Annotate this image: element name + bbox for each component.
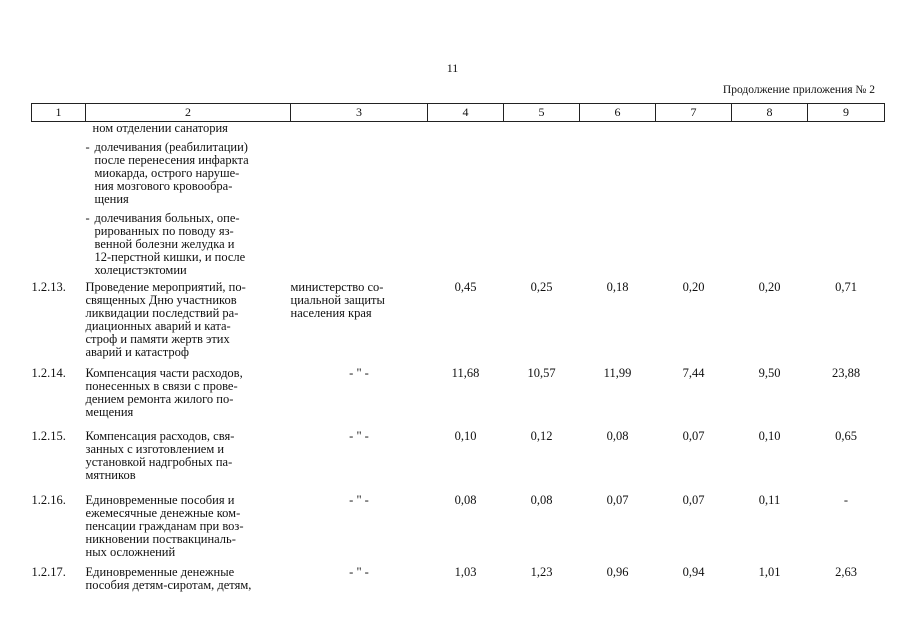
continuation-label: Продолжение приложения № 2: [722, 84, 875, 96]
text-line: мещения: [85, 405, 134, 419]
text-line: понесенных в связи с прове-: [85, 379, 238, 393]
value-cell: 0,08: [454, 493, 477, 507]
column-number: 1: [32, 104, 86, 122]
value-cell: 0,94: [682, 565, 705, 579]
row-executor-ditto: - " -: [349, 429, 369, 443]
text-line: ежемесячные денежные ком-: [85, 506, 241, 520]
value-cell: 0,07: [682, 429, 705, 443]
text-line: Компенсация части расходов,: [85, 366, 243, 380]
table-row: [32, 364, 885, 430]
value-cell: 0,10: [758, 429, 781, 443]
text-line: Единовременные пособия и: [85, 493, 235, 507]
value-cell: 2,63: [835, 565, 857, 579]
text-line: дением ремонта жилого по-: [85, 392, 234, 406]
row-executor-ditto: - " -: [349, 565, 369, 579]
value-cell: 11,68: [451, 366, 480, 380]
value-cell: 7,44: [682, 366, 705, 380]
column-number: 4: [428, 104, 504, 122]
row-number-empty: [32, 122, 86, 278]
text-line: холецистэктомии: [94, 263, 187, 277]
value-cell: 0,07: [682, 493, 705, 507]
list-dash: -: [85, 211, 90, 225]
text-line: пособия детям-сиротам, детям,: [85, 578, 252, 592]
column-number: 8: [732, 104, 808, 122]
row-description: [86, 566, 291, 592]
text-line: венной болезни желудка и: [94, 237, 235, 251]
text-line: щения: [94, 192, 129, 206]
value-cell: 0,18: [606, 280, 629, 294]
row-description: [86, 494, 291, 566]
text-line: Единовременные денежные: [85, 565, 235, 579]
text-line: мятников: [85, 468, 136, 482]
column-number: 2: [86, 104, 291, 122]
table-row: [32, 566, 885, 592]
row-number: 1.2.16.: [31, 493, 66, 507]
text-line: ния мозгового кровообра-: [94, 179, 233, 193]
text-line: населения края: [290, 306, 372, 320]
text-line: долечивания (реабилитации): [94, 140, 248, 154]
text-line: священных Дню участников: [85, 293, 237, 307]
row-description: [86, 364, 291, 430]
text-line: никновении поствакциналь-: [85, 532, 236, 546]
text-line: Проведение мероприятий, по-: [85, 280, 246, 294]
value-cell: 0,45: [454, 280, 477, 294]
value-cell: 1,23: [530, 565, 553, 579]
value-cell: 1,03: [454, 565, 477, 579]
value-cell: 0,11: [758, 493, 781, 507]
text-line: 12-перстной кишки, и после: [94, 250, 246, 264]
text-line: ных осложнений: [85, 545, 176, 559]
value-cell: 0,10: [454, 429, 477, 443]
text-line: аварий и катастроф: [85, 345, 189, 359]
value-cell: 0,96: [606, 565, 629, 579]
value-cell: 0,71: [835, 280, 857, 294]
subitem-postoperative: [86, 212, 291, 277]
table-row: [32, 494, 885, 566]
text-line: занных с изготовлением и: [85, 442, 225, 456]
row-executor-ditto: - " -: [349, 493, 369, 507]
value-cell: 0,08: [606, 429, 629, 443]
value-cell: 0,65: [835, 429, 857, 443]
value-cell: 10,57: [527, 366, 556, 380]
column-number: 5: [504, 104, 580, 122]
list-dash: -: [85, 140, 90, 154]
table-row: [32, 277, 885, 364]
value-cell: 0,08: [530, 493, 553, 507]
column-number: 7: [656, 104, 732, 122]
row-number: 1.2.17.: [31, 565, 66, 579]
continued-description: [86, 122, 291, 278]
table-row-continued: [32, 122, 885, 278]
column-number: 3: [291, 104, 428, 122]
value-cell: 11,99: [603, 366, 632, 380]
row-description: [86, 277, 291, 364]
value-cell: -: [843, 493, 849, 507]
text-line: Компенсация расходов, свя-: [85, 429, 235, 443]
column-number: 9: [808, 104, 885, 122]
text-line: рированных по поводу яз-: [94, 224, 234, 238]
row-number: 1.2.13.: [31, 280, 66, 294]
value-cell: 0,25: [530, 280, 553, 294]
text-line: установкой надгробных па-: [85, 455, 233, 469]
continued-first-line: ном отделении санатория: [92, 121, 228, 135]
text-line: циальной защиты: [290, 293, 385, 307]
text-line: диационных аварий и ката-: [85, 319, 231, 333]
row-executor-ditto: - " -: [349, 366, 369, 380]
row-executor: [291, 277, 428, 364]
text-line: министерство со-: [290, 280, 384, 294]
text-line: ликвидации последствий ра-: [85, 306, 239, 320]
appendix-table: [31, 103, 885, 592]
value-cell: 0,07: [606, 493, 629, 507]
row-number: 1.2.15.: [31, 429, 66, 443]
text-line: миокарда, острого наруше-: [94, 166, 240, 180]
text-line: пенсации гражданам при воз-: [85, 519, 244, 533]
value-cell: 23,88: [831, 366, 861, 380]
column-number: 6: [580, 104, 656, 122]
column-number-header: [32, 104, 885, 122]
row-description: [86, 430, 291, 494]
text-line: долечивания больных, опе-: [94, 211, 240, 225]
value-cell: 0,12: [530, 429, 553, 443]
page-number: 11: [446, 61, 459, 75]
text-line: после перенесения инфаркта: [94, 153, 249, 167]
value-cell: 1,01: [758, 565, 781, 579]
text-line: строф и памяти жертв этих: [85, 332, 230, 346]
value-cell: 0,20: [758, 280, 781, 294]
value-cell: 9,50: [758, 366, 781, 380]
value-cell: 0,20: [682, 280, 705, 294]
table-row: [32, 430, 885, 494]
subitem-rehabilitation: [86, 141, 291, 206]
row-number: 1.2.14.: [31, 366, 66, 380]
